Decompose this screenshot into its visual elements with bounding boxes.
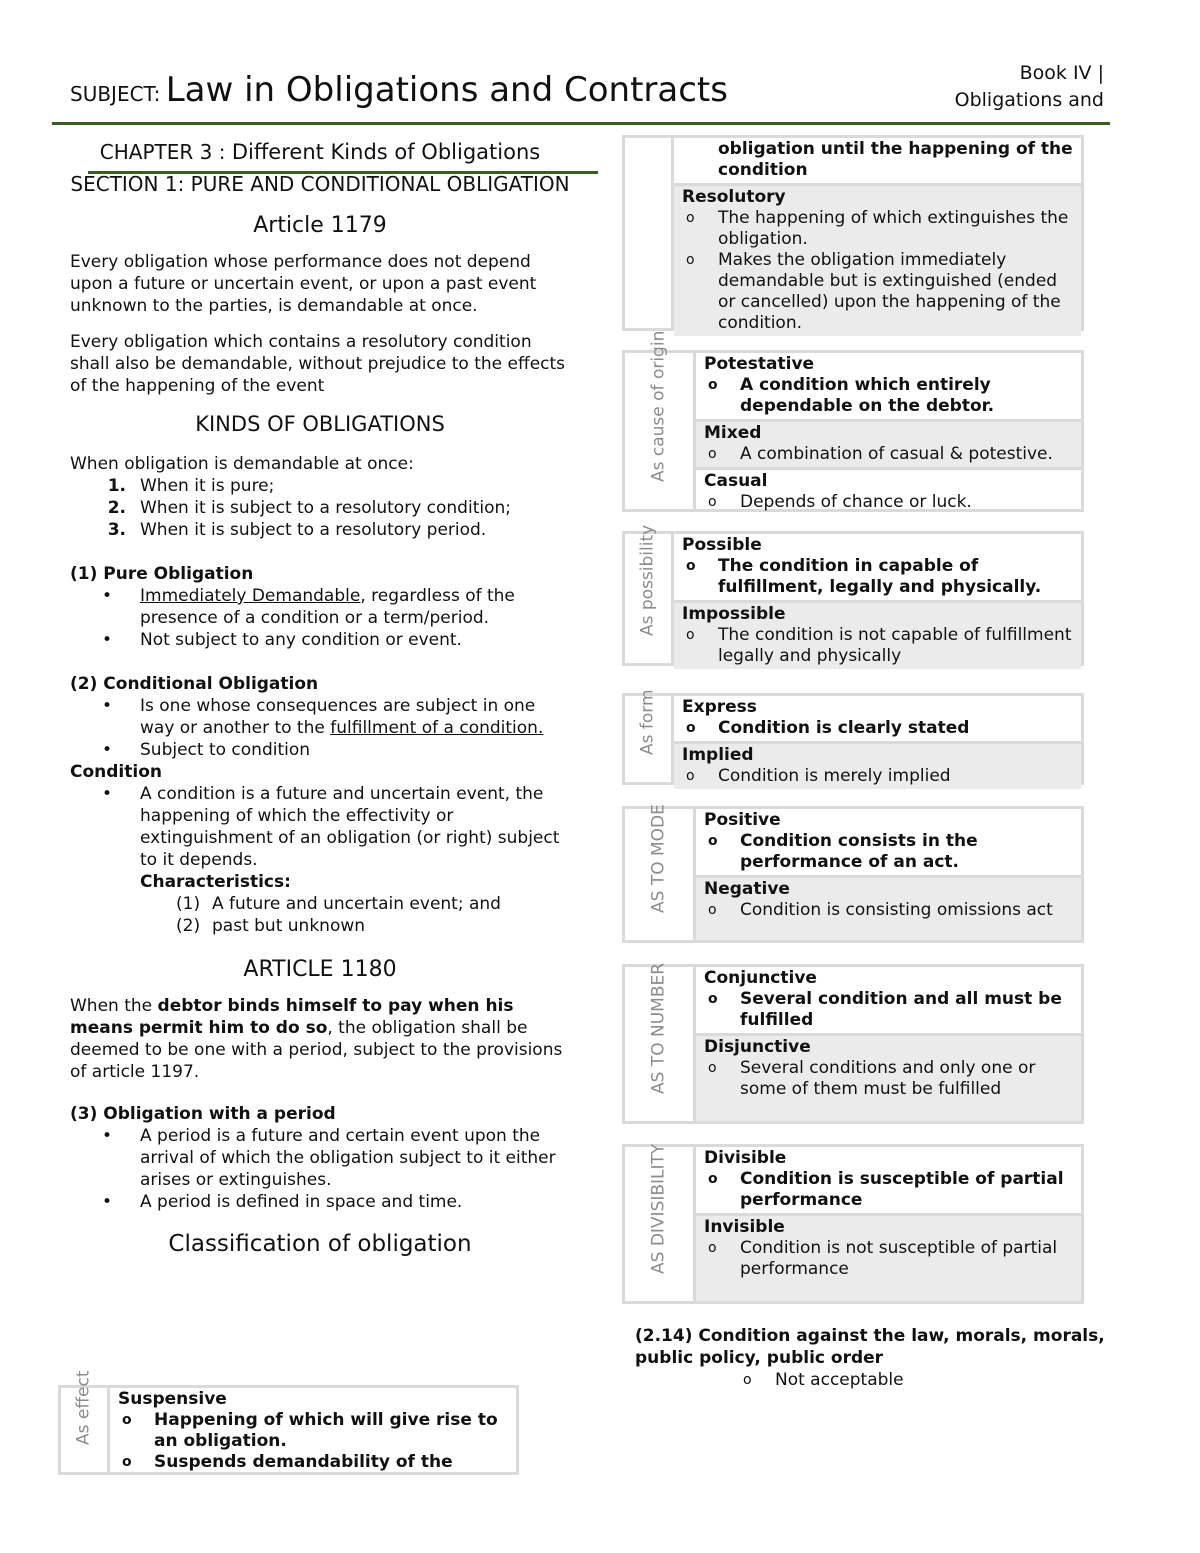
cell-potestative: Potestative o A condition which entirely dependable on the debtor.	[696, 353, 1081, 419]
side-label: AS DIVISIBILITY	[625, 1147, 696, 1301]
subject-title: Law in Obligations and Contracts	[165, 70, 728, 110]
book-header	[955, 60, 1104, 114]
list-item: o Condition is not susceptible of partial performance	[704, 1238, 1073, 1280]
table-as-divisibility	[622, 1144, 1084, 1304]
list-item: • Immediately Demandable, regardless of the presence of a condition or a term/period.	[70, 585, 570, 629]
list-item: o Condition is merely implied	[682, 766, 1073, 787]
classification-heading: Classification of obligation	[168, 1231, 472, 1257]
cell-mixed: Mixed o A combination of casual & potestive.	[696, 419, 1081, 467]
side-label: As form	[625, 696, 674, 782]
demandable-intro: When obligation is demandable at once:	[70, 454, 414, 474]
cell-conjunctive: Conjunctive o Several condition and all must be fulfilled	[696, 967, 1081, 1033]
list-item: • A period is defined in space and time.	[70, 1191, 570, 1213]
chapter-title: Different Kinds of Obligations	[231, 140, 541, 164]
list-item: • A period is a future and certain event upon the arrival of which the obligation subject to it either arises or extinguishes.	[70, 1125, 570, 1191]
side-label: As effect	[61, 1388, 110, 1472]
side-label: AS TO NUMBER	[625, 967, 696, 1121]
table-as-cause-of-origin	[622, 330, 1084, 512]
cell-disjunctive: Disjunctive o Several conditions and only one or some of them must be fulfilled	[696, 1033, 1081, 1121]
cell-divisible: Divisible o Condition is susceptible of partial performance	[696, 1147, 1081, 1213]
cell-possible: Possible o The condition in capable of fulfillment, legally and physically.	[674, 534, 1081, 600]
table-as-possibility	[622, 524, 1084, 666]
condition-against-law-note	[635, 1325, 1135, 1391]
list-item: • Is one whose consequences are subject in one way or another to the fulfillment of a condition.	[70, 695, 570, 739]
list-item: 2. When it is subject to a resolutory condition;	[107, 498, 511, 518]
characteristics-list	[70, 893, 570, 937]
book-line-2: Obligations and	[954, 89, 1104, 111]
condition-list	[70, 783, 570, 871]
header-rule	[52, 122, 1110, 125]
list-item: o Suspends demandability of the	[118, 1452, 508, 1473]
side-label: As cause of origin	[625, 353, 696, 509]
subject-header	[70, 70, 728, 110]
list-item: o A condition which entirely dependable on the debtor.	[704, 375, 1073, 417]
list-item: 1. When it is pure;	[107, 476, 275, 496]
article-1179-paragraph-1: Every obligation whose performance does not depend upon a future or uncertain event, or upon a past event unknown to the parties, is demandable at once.	[70, 252, 537, 316]
article-1180-heading: ARTICLE 1180	[243, 957, 397, 982]
table-as-form	[622, 689, 1084, 786]
list-item: o The condition in capable of fulfillment, legally and physically.	[682, 556, 1073, 598]
article-1179-heading: Article 1179	[253, 213, 387, 238]
characteristics-heading: Characteristics:	[140, 872, 291, 892]
note-title: (2.14) Condition against the law, morals, morals, public policy, public order	[635, 1326, 1105, 1368]
list-item: o Condition is consisting omissions act	[704, 900, 1073, 921]
list-item: 3. When it is subject to a resolutory period.	[107, 520, 487, 540]
cell-suspensive-continued: obligation until the happening of the condition	[718, 139, 1073, 180]
list-item: • A condition is a future and uncertain event, the happening of which the effectivity or extinguishment of an obligation (or right) subject to it depends.	[70, 783, 570, 871]
list-item: • Not subject to any condition or event.	[70, 629, 570, 651]
chapter-prefix: CHAPTER 3 :	[99, 140, 226, 164]
left-column	[70, 138, 570, 1279]
condition-heading: Condition	[70, 762, 162, 782]
list-item: o Condition is clearly stated	[682, 718, 1073, 739]
table-as-effect-continued	[622, 135, 1084, 331]
book-line-1: Book IV |	[1019, 62, 1104, 84]
cell-positive: Positive o Condition consists in the performance of an act.	[696, 809, 1081, 875]
conditional-obligation-list	[70, 695, 570, 761]
side-label	[625, 138, 674, 328]
article-1179-paragraph-2: Every obligation which contains a resolutory condition shall also be demandable, without prejudice to the effects of the happening of the event	[70, 332, 566, 396]
list-item: o Condition consists in the performance of an act.	[704, 831, 1073, 873]
cell-impossible: Impossible o The condition is not capable of fulfillment legally and physically	[674, 600, 1081, 669]
list-item: (1) A future and uncertain event; and	[176, 894, 501, 914]
cell-implied: Implied o Condition is merely implied	[674, 741, 1081, 789]
list-item: o Depends of chance or luck.	[704, 492, 1073, 513]
list-item: o Condition is susceptible of partial performance	[704, 1169, 1073, 1211]
cell-invisible: Invisible o Condition is not susceptible of partial performance	[696, 1213, 1081, 1301]
cell-resolutory: Resolutory o The happening of which extinguishes the obligation. o Makes the obligation immediately demandable but is extinguished (ended or cancelled) upon the happening of the condition.	[674, 183, 1081, 336]
list-item: o Several condition and all must be fulfilled	[704, 989, 1073, 1031]
cell-suspensive: Suspensive o Happening of which will give rise to an obligation. o Suspends demandability of the	[110, 1388, 516, 1475]
pure-obligation-list	[70, 585, 570, 651]
table-as-to-number	[622, 964, 1084, 1124]
side-label: AS TO MODE	[625, 809, 696, 940]
list-item: o Makes the obligation immediately demandable but is extinguished (ended or cancelled) upon the happening of the condition.	[682, 250, 1073, 334]
list-item: o Happening of which will give rise to an obligation.	[118, 1410, 508, 1452]
list-item: • Subject to condition	[70, 739, 570, 761]
list-item: o Several conditions and only one or some of them must be fulfilled	[704, 1058, 1073, 1100]
list-item: o The happening of which extinguishes the obligation.	[682, 208, 1073, 250]
note-item: o Not acceptable	[635, 1369, 1135, 1391]
demandable-list	[70, 475, 570, 541]
period-obligation-list	[70, 1125, 570, 1213]
chapter-heading	[70, 138, 570, 166]
pure-obligation-heading: (1) Pure Obligation	[70, 564, 254, 584]
list-item: o A combination of casual & potestive.	[704, 444, 1073, 465]
table-as-effect	[58, 1370, 519, 1475]
table-as-to-mode	[622, 806, 1084, 943]
list-item: o The condition is not capable of fulfillment legally and physically	[682, 625, 1073, 667]
section-heading: SECTION 1: PURE AND CONDITIONAL OBLIGATION	[70, 172, 570, 196]
subject-label: SUBJECT:	[70, 82, 161, 106]
list-item: (2) past but unknown	[176, 916, 366, 936]
article-1180-paragraph: When the debtor binds himself to pay when his means permit him to do so, the obligation shall be deemed to be one with a period, subject to the provisions of article 1197.	[70, 996, 563, 1082]
cell-negative: Negative o Condition is consisting omissions act	[696, 875, 1081, 940]
conditional-obligation-heading: (2) Conditional Obligation	[70, 674, 319, 694]
cell-express: Express o Condition is clearly stated	[674, 696, 1081, 741]
period-obligation-heading: (3) Obligation with a period	[70, 1104, 336, 1124]
kinds-heading: KINDS OF OBLIGATIONS	[195, 412, 445, 436]
side-label: As possibility	[625, 534, 674, 663]
cell-casual: Casual o Depends of chance or luck.	[696, 467, 1081, 515]
